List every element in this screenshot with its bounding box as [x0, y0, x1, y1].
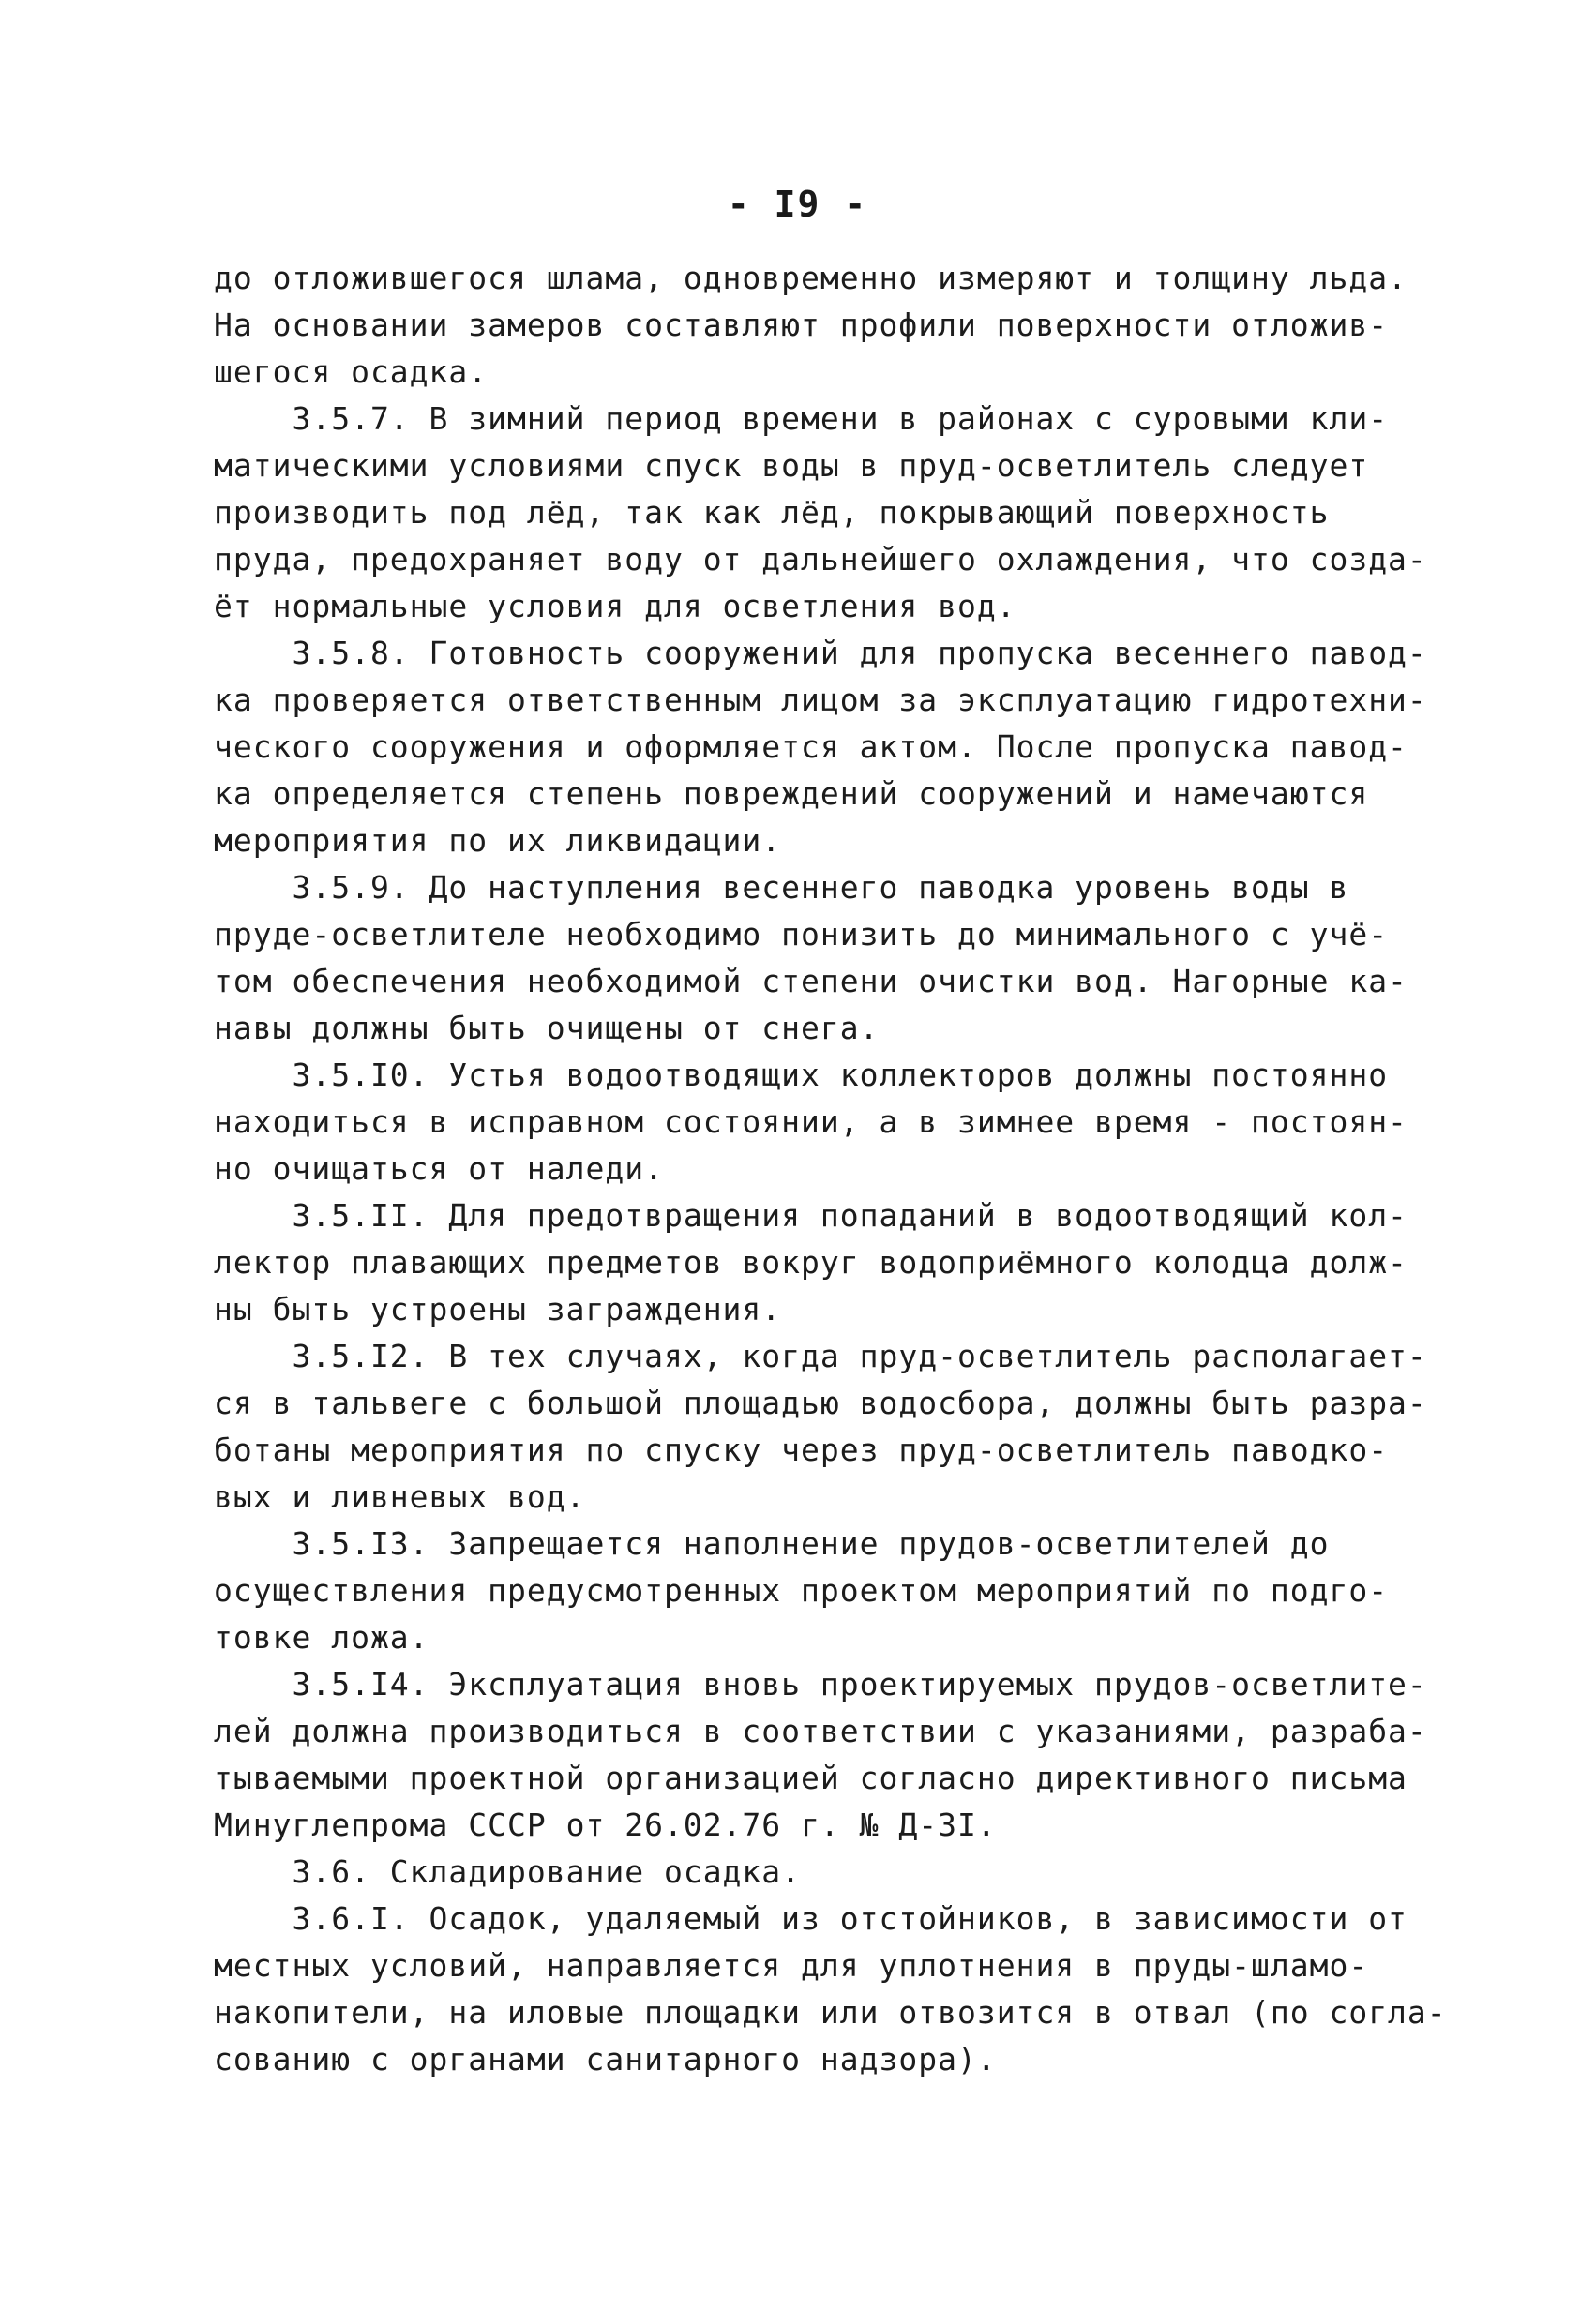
- text-line: Минуглепрома СССР от 26.02.76 г. № Д-3I.: [214, 1807, 997, 1843]
- text-line: 3.5.I2. В тех случаях, когда пруд-осветлитель располагает-: [214, 1338, 1427, 1374]
- text-line: 3.5.I4. Эксплуатация вновь проектируемых прудов-осветлите-: [214, 1666, 1427, 1702]
- text-line: На основании замеров составляют профили поверхности отложив-: [214, 307, 1389, 343]
- text-line: шегося осадка.: [214, 353, 489, 390]
- text-line: тываемыми проектной организацией согласно директивного письма: [214, 1760, 1407, 1796]
- text-line: мероприятия по их ликвидации.: [214, 822, 782, 859]
- text-line: ческого сооружения и оформляется актом. После пропуска павод-: [214, 728, 1407, 765]
- text-line: вых и ливневых вод.: [214, 1478, 586, 1515]
- text-line: ся в тальвеге с большой площадью водосбора, должны быть разра-: [214, 1385, 1427, 1421]
- text-line: ка определяется степень повреждений сооружений и намечаются: [214, 775, 1369, 812]
- text-line: до отложившегося шлама, одновременно измеряют и толщину льда.: [214, 260, 1407, 296]
- text-line: товке ложа.: [214, 1619, 429, 1656]
- text-line: 3.6.I. Осадок, удаляемый из отстойников, в зависимости от: [214, 1900, 1407, 1937]
- text-line: том обеспечения необходимой степени очистки вод. Нагорные ка-: [214, 963, 1407, 999]
- text-line: 3.5.I0. Устья водоотводящих коллекторов должны постоянно: [214, 1057, 1389, 1093]
- text-line: навы должны быть очищены от снега.: [214, 1010, 880, 1046]
- text-line: 3.6. Складирование осадка.: [214, 1853, 802, 1890]
- text-line: осуществления предусмотренных проектом мероприятий по подго-: [214, 1572, 1389, 1609]
- text-line: производить под лёд, так как лёд, покрывающий поверхность: [214, 494, 1330, 531]
- text-line: лектор плавающих предметов вокруг водоприёмного колодца долж-: [214, 1244, 1407, 1281]
- text-line: 3.5.II. Для предотвращения попаданий в водоотводящий кол-: [214, 1197, 1407, 1234]
- page-number: - I9 -: [727, 184, 868, 225]
- text-line: ёт нормальные условия для осветления вод.: [214, 588, 1016, 624]
- text-line: сованию с органами санитарного надзора).: [214, 2041, 997, 2077]
- text-line: накопители, на иловые площадки или отвозится в отвал (по согла-: [214, 1994, 1447, 2031]
- text-line: ны быть устроены заграждения.: [214, 1291, 782, 1327]
- text-line: ботаны мероприятия по спуску через пруд-осветлитель паводко-: [214, 1432, 1389, 1468]
- text-line: лей должна производиться в соответствии с указаниями, разраба-: [214, 1713, 1427, 1749]
- text-line: 3.5.7. В зимний период времени в районах с суровыми кли-: [214, 400, 1389, 437]
- text-line: пруда, предохраняет воду от дальнейшего охлаждения, что созда-: [214, 541, 1427, 577]
- text-line: 3.5.8. Готовность сооружений для пропуска весеннего павод-: [214, 635, 1427, 671]
- text-line: находиться в исправном состоянии, а в зимнее время - постоян-: [214, 1103, 1407, 1140]
- text-line: матическими условиями спуск воды в пруд-осветлитель следует: [214, 447, 1369, 484]
- text-line: ка проверяется ответственным лицом за эксплуатацию гидротехни-: [214, 682, 1427, 718]
- text-line: 3.5.I3. Запрещается наполнение прудов-осветлителей до: [214, 1525, 1330, 1562]
- document-body: [214, 255, 1447, 2083]
- text-line: местных условий, направляется для уплотнения в пруды-шламо-: [214, 1947, 1369, 1984]
- text-line: 3.5.9. До наступления весеннего паводка уровень воды в: [214, 869, 1349, 906]
- text-line: но очищаться от наледи.: [214, 1150, 664, 1187]
- text-line: пруде-осветлителе необходимо понизить до минимального с учё-: [214, 916, 1389, 952]
